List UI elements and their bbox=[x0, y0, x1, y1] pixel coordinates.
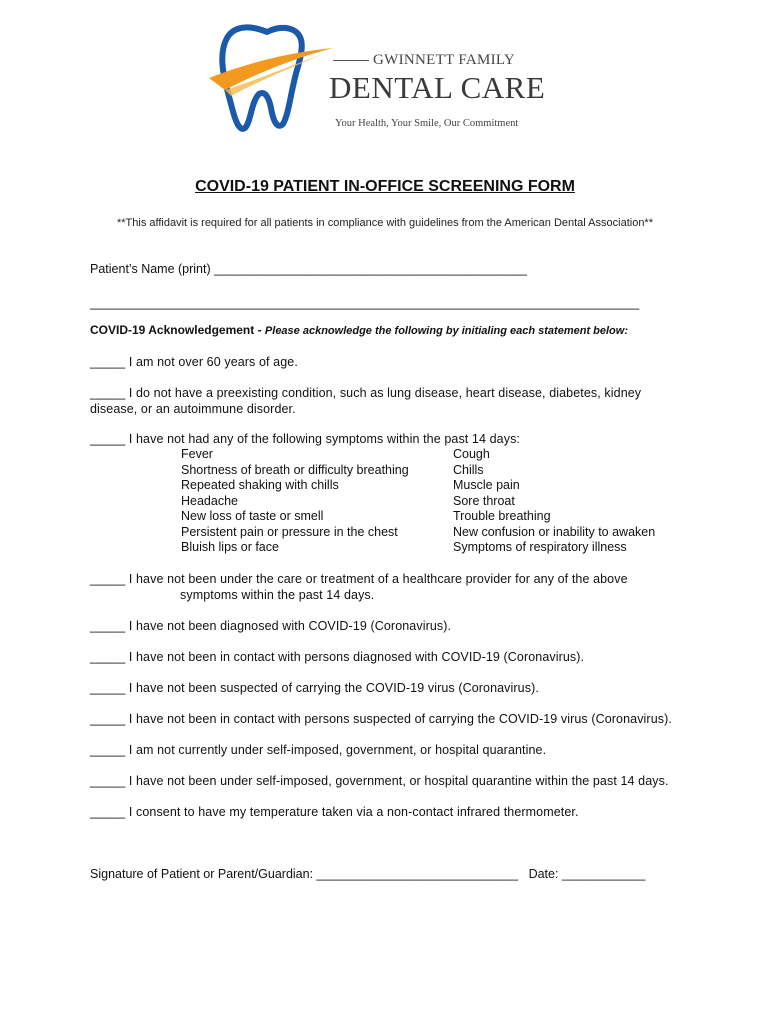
symptom-item: Headache bbox=[181, 493, 238, 508]
symptom-item: Sore throat bbox=[453, 493, 515, 508]
symptom-item: Shortness of breath or difficulty breathing bbox=[181, 462, 409, 477]
signature-field[interactable]: Signature of Patient or Parent/Guardian: _____________________________ bbox=[90, 867, 519, 881]
symptom-item: Bluish lips or face bbox=[181, 540, 279, 554]
statement-text-cont: disease, or an autoimmune disorder. bbox=[90, 401, 296, 416]
statement-temperature-consent bbox=[90, 805, 579, 821]
acknowledgement-label: COVID-19 Acknowledgement - bbox=[90, 323, 265, 337]
symptoms-list-right bbox=[453, 447, 655, 556]
statement-text: I have not been under the care or treatment of a healthcare provider for any of the above bbox=[128, 572, 628, 586]
separator-line: _______________________________________________________________________________ bbox=[90, 296, 640, 310]
initial-blank[interactable]: _____ bbox=[90, 572, 126, 586]
symptom-item: Fever bbox=[181, 447, 213, 461]
symptom-item: Chills bbox=[453, 462, 484, 477]
initial-blank[interactable]: _____ bbox=[90, 386, 126, 400]
symptom-item: New confusion or inability to awaken bbox=[453, 524, 656, 539]
initial-blank[interactable]: _____ bbox=[90, 712, 126, 726]
acknowledgement-instruction: Please acknowledge the following by initialing each statement below: bbox=[264, 325, 628, 337]
statement-quarantine-current bbox=[90, 743, 546, 759]
acknowledgement-heading bbox=[90, 323, 628, 337]
logo-rule bbox=[333, 60, 369, 61]
statement-text: I am not over 60 years of age. bbox=[128, 355, 298, 369]
statement-healthcare bbox=[90, 572, 628, 603]
statement-diagnosed bbox=[90, 619, 451, 635]
logo-line1-text: GWINNETT FAMILY bbox=[373, 52, 516, 68]
initial-blank[interactable]: _____ bbox=[90, 650, 126, 664]
statement-text: I do not have a preexisting condition, such as lung disease, heart disease, diabetes, kidney bbox=[128, 386, 642, 400]
statement-text: I have not been diagnosed with COVID-19 (Coronavirus). bbox=[128, 619, 452, 633]
date-field[interactable]: Date: ____________ bbox=[528, 867, 646, 881]
statement-symptoms bbox=[90, 432, 520, 448]
affidavit-note: **This affidavit is required for all patients in compliance with guidelines from the American Dental Association** bbox=[116, 217, 653, 229]
statement-text: I have not been in contact with persons diagnosed with COVID-19 (Coronavirus). bbox=[128, 650, 585, 664]
patient-name-field[interactable]: Patient’s Name (print) _____________________________________________ bbox=[90, 262, 527, 276]
initial-blank[interactable]: _____ bbox=[90, 681, 126, 695]
logo-tagline: Your Health, Your Smile, Our Commitment bbox=[335, 118, 519, 129]
statement-text: I have not been under self-imposed, government, or hospital quarantine within the past 14 days. bbox=[128, 774, 669, 788]
statement-preexisting bbox=[90, 386, 641, 417]
initial-blank[interactable]: _____ bbox=[90, 743, 126, 757]
symptom-item: Persistent pain or pressure in the chest bbox=[181, 524, 398, 539]
signature-row bbox=[90, 867, 645, 881]
statement-contact-diagnosed bbox=[90, 650, 584, 666]
symptoms-list-left bbox=[181, 447, 409, 556]
symptom-item: Cough bbox=[453, 447, 490, 461]
statement-age bbox=[90, 355, 298, 371]
statement-text: I have not been in contact with persons suspected of carrying the COVID-19 virus (Coronavirus). bbox=[128, 712, 672, 726]
logo-wordmark-main: DENTAL CARE bbox=[329, 70, 546, 105]
tooth-icon bbox=[205, 24, 335, 134]
statement-text: I have not had any of the following symptoms within the past 14 days: bbox=[128, 432, 520, 446]
statement-suspected bbox=[90, 681, 539, 697]
practice-logo bbox=[205, 24, 545, 134]
statement-text: I have not been suspected of carrying the COVID-19 virus (Coronavirus). bbox=[128, 681, 539, 695]
symptom-item: Symptoms of respiratory illness bbox=[453, 540, 627, 554]
initial-blank[interactable]: _____ bbox=[90, 774, 126, 788]
symptom-item: Trouble breathing bbox=[453, 509, 551, 523]
symptom-item: Muscle pain bbox=[453, 478, 520, 492]
statement-text: I am not currently under self-imposed, government, or hospital quarantine. bbox=[128, 743, 547, 757]
initial-blank[interactable]: _____ bbox=[90, 805, 126, 819]
initial-blank[interactable]: _____ bbox=[90, 432, 126, 446]
statement-text: I consent to have my temperature taken via a non-contact infrared thermometer. bbox=[128, 805, 579, 819]
initial-blank[interactable]: _____ bbox=[90, 619, 126, 633]
symptom-item: Repeated shaking with chills bbox=[181, 478, 339, 492]
statement-quarantine-past bbox=[90, 774, 669, 790]
form-title: COVID-19 PATIENT IN-OFFICE SCREENING FORM bbox=[195, 178, 575, 195]
logo-wordmark-top bbox=[333, 52, 528, 69]
initial-blank[interactable]: _____ bbox=[90, 355, 126, 369]
statement-contact-suspected bbox=[90, 712, 672, 728]
symptom-item: New loss of taste or smell bbox=[181, 509, 324, 523]
statement-text-cont: symptoms within the past 14 days. bbox=[180, 587, 375, 602]
